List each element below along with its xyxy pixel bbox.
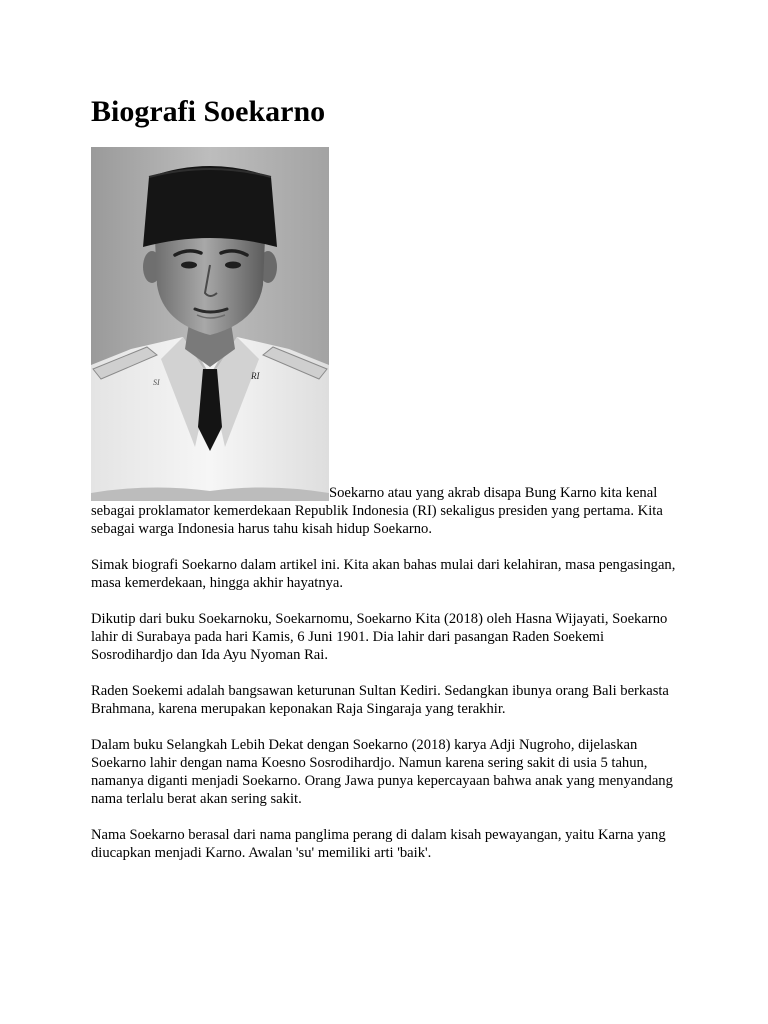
collar-insignia-text: RI	[251, 371, 260, 381]
page-title: Biografi Soekarno	[91, 95, 326, 128]
paragraph: Raden Soekemi adalah bangsawan keturunan Sultan Kediri. Sedangkan ibunya orang Bali berkasta Brahmana, karena merupakan keponakan Raja Singaraja yang terakhir.	[91, 683, 669, 717]
paragraph	[91, 147, 681, 538]
paragraph: Nama Soekarno berasal dari nama panglima perang di dalam kisah pewayangan, yaitu Karna yang diucapkan menjadi Karno. Awalan 'su' memiliki arti 'baik'.	[91, 827, 666, 861]
paragraph: Dikutip dari buku Soekarnoku, Soekarnomu, Soekarno Kita (2018) oleh Hasna Wijayati, Soekarno lahir di Surabaya pada hari Kamis, 6 Juni 1901. Dia lahir dari pasangan Raden Soekemi Sosrodihardjo dan Ida Ayu Nyoman Rai.	[91, 611, 668, 663]
paragraph: Simak biografi Soekarno dalam artikel ini. Kita akan bahas mulai dari kelahiran, masa pengasingan, masa kemerdekaan, hingga akhir hayatnya.	[91, 557, 676, 591]
paragraph-text: Soekarno atau yang akrab disapa Bung Karno kita kenal sebagai proklamator kemerdekaan Republik Indonesia (RI) sekaligus presiden yang pertama. Kita sebagai warga Indonesia harus tahu kisah hidup Soekarno.	[91, 485, 663, 537]
portrait-photo	[91, 147, 329, 501]
article-body	[91, 147, 681, 880]
paragraph: Dalam buku Selangkah Lebih Dekat dengan Soekarno (2018) karya Adji Nugroho, dijelaskan Soekarno lahir dengan nama Koesno Sosrodihardjo. Namun karena sering sakit di usia 5 tahun, namanya diganti menjadi Soekarno. Orang Jawa punya kepercayaan bahwa anak yang menyandang nama terlalu berat akan sering sakit.	[91, 737, 673, 807]
svg-text:SI: SI	[153, 378, 160, 387]
